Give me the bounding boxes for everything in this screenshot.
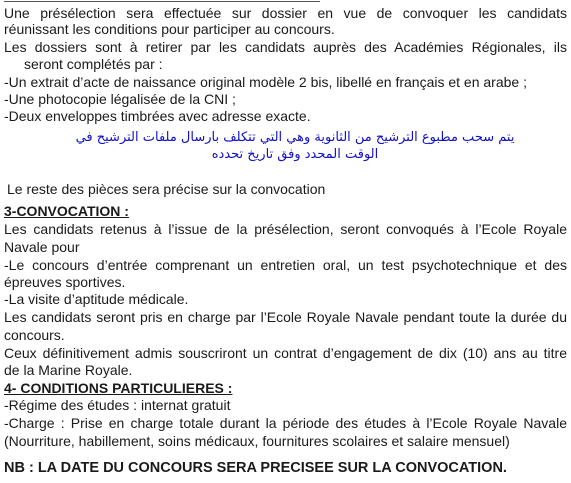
convocation-line-6: Les candidats seront pris en charge par l’Ecole Royale Navale pendant toute la durée du — [4, 309, 567, 325]
conditions-line-1: -Régime des études : internat gratuit — [4, 397, 231, 413]
intro-line-2: réunissant les conditions pour participer au concours. — [4, 21, 335, 37]
convocation-line-7: concours. — [4, 327, 65, 343]
requirement-birth-certificate: -Un extrait d’acte de naissance original modèle 2 bis, libellé en français et en arabe ; — [4, 74, 527, 90]
conditions-line-3: (Nourriture, habillement, soins médicaux, fournitures scolaires et salaire mensuel) — [4, 433, 510, 449]
intro-line-4: seront complétés par : — [24, 56, 163, 72]
arabic-note-line-2: الوقت المحدد وفق تاريخ تحدده — [211, 147, 379, 162]
convocation-line-3: -Le concours d’entrée comprenant un entretien oral, un test psychotechnique et des — [4, 257, 567, 273]
arabic-note-line-1: يتم سحب مطبوع الترشيح من الثانوية وهي التي تتكلف بارسال ملفات الترشيح في — [75, 130, 515, 145]
nb-note: NB : LA DATE DU CONCOURS SERA PRECISEE SUR LA CONVOCATION. — [4, 460, 507, 476]
convocation-line-4: épreuves sportives. — [4, 274, 126, 290]
intro-line-1: Une présélection sera effectuée sur dossier en vue de convoquer les candidats — [4, 5, 567, 21]
convocation-line-5: -La visite d’aptitude médicale. — [4, 291, 189, 307]
intro-line-3: Les dossiers sont à retirer par les candidats auprès des Académies Régionales, ils — [4, 39, 567, 55]
requirement-envelopes: -Deux enveloppes timbrées avec adresse exacte. — [4, 108, 311, 124]
convocation-heading: 3-CONVOCATION : — [4, 203, 129, 219]
requirement-cni-copy: -Une photocopie légalisée de la CNI ; — [4, 91, 236, 107]
conditions-heading: 4- CONDITIONS PARTICULIERES : — [4, 380, 233, 396]
convocation-line-9: de la Marine Royale. — [4, 362, 133, 378]
convocation-line-2: Navale pour — [4, 239, 80, 255]
convocation-line-8: Ceux définitivement admis souscriront un contrat d’engagement de dix (10) ans au titre — [4, 345, 567, 361]
remainder-note: Le reste des pièces sera précise sur la convocation — [7, 181, 326, 197]
convocation-line-1: Les candidats retenus à l’issue de la présélection, seront convoqués à l’Ecole Royale — [4, 221, 567, 237]
top-divider — [4, 1, 320, 2]
conditions-line-2: -Charge : Prise en charge totale durant la période des études à l’Ecole Royale Navale — [4, 415, 567, 431]
